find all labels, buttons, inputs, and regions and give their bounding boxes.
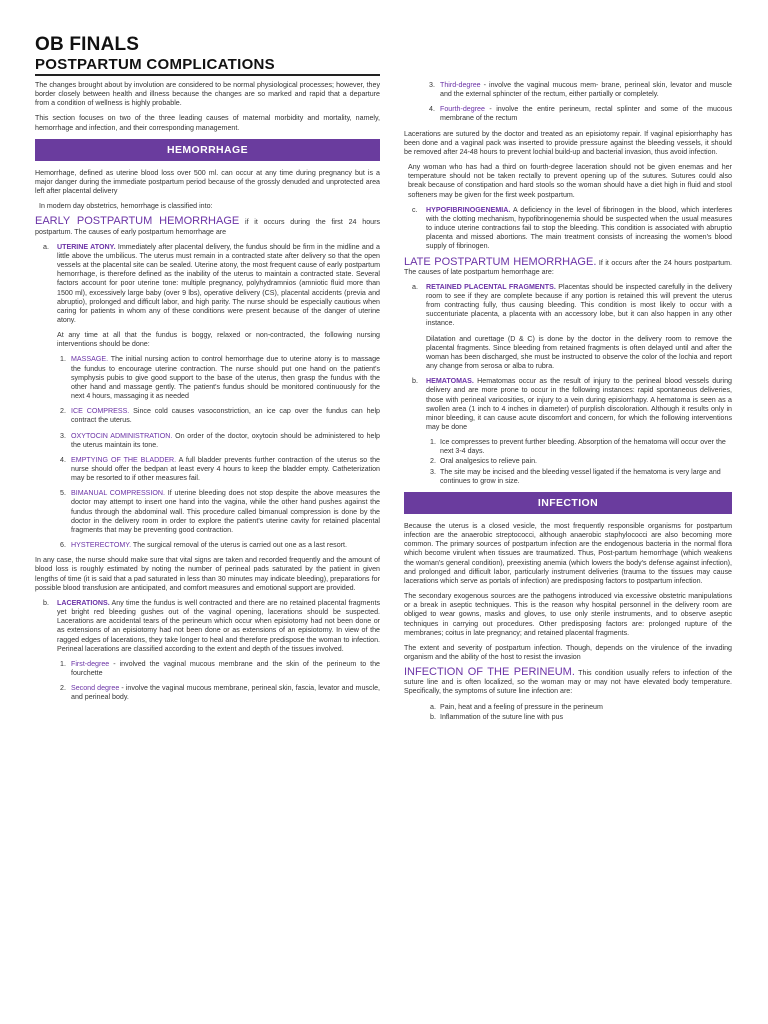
atony-interventions-intro: At any time at all that the fundus is boggy, relaxed or non-contracted, the following nursing interventions should be done: xyxy=(57,331,380,349)
list-marker: 3. xyxy=(429,81,435,89)
intervention-text: If uterine bleeding does not stop despite the above measures the doctor may attempt to insert one hand into the vagina, while the other hand pushes against the fundus through the abdominal wall. This procedure called bimanual compression is done by the doctor in the delivery room in order to explore the patient's uterine cavity for retained placental fragments that may be preventing good contraction. xyxy=(71,489,381,534)
early-pph-heading: EARLY POSTPARTUM HEMORRHAGE xyxy=(35,215,240,228)
list-marker: 4. xyxy=(429,105,435,114)
hematoma-intervention-1 xyxy=(404,438,732,456)
symptom-item xyxy=(404,713,732,722)
list-marker: b. xyxy=(43,598,49,607)
degree-term: Second degree xyxy=(71,684,120,693)
degree-text: - involve the entire perineum, rectal splinter and some of the mucous membrane of the rectum xyxy=(440,105,732,123)
degree-term: Fourth-degree xyxy=(440,105,485,114)
intervention-term: EMPTYING OF THE BLADDER. xyxy=(71,455,177,464)
early-pph-text: if it occurs during the first 24 hours postpartum. The causes of early postpartum hemorrhage are xyxy=(35,218,381,236)
intervention-text: Since cold causes vasoconstriction, an ice cap over the fundus can help contract the uterus. xyxy=(71,407,381,425)
hematomas-item xyxy=(404,377,732,432)
intervention-text: A full bladder prevents further contraction of the uterus so the nurse should offer the bedpan at least every 4 hours to keep the bladder empty. Catheterization may be resorted to if other measures fail. xyxy=(71,455,380,483)
symptom-text: Inflammation of the suture line with pus xyxy=(440,712,564,721)
intervention-hysterectomy xyxy=(35,541,380,550)
hemorrhage-classification: In modern day obstetrics, hemorrhage is classified into: xyxy=(39,202,213,211)
intervention-text: The site may be incised and the bleeding vessel ligated if the hematoma is very large and continues to grow in size. xyxy=(440,467,721,485)
hematomas-term: HEMATOMAS. xyxy=(426,377,474,386)
list-marker: 3. xyxy=(60,431,66,440)
list-marker: c. xyxy=(412,205,418,214)
late-pph-paragraph xyxy=(404,255,732,277)
intervention-text: Ice compresses to prevent further bleeding. Absorption of the hematoma will occur over the next 3-4 days. xyxy=(440,438,726,456)
doc-subtitle: POSTPARTUM COMPLICATIONS xyxy=(35,56,275,73)
intervention-bimanual-compression xyxy=(35,489,380,535)
infection-paragraph-2: The secondary exogenous sources are the pathogens introduced via excessive obstetric manipulations or a break in aseptic techniques. This is the reason why hospital personnel in the delivery room are obliged to wear gowns, masks and gloves, to use only sterile instruments, and to observe aseptic techniques in carrying out procedures. Other predisposing factors are: prolonged rupture of the membranes; coitus in late pregnancy; and retained placental fragments. xyxy=(404,592,732,637)
uterine-atony-text: Immediately after placental delivery, the fundus should be firm in the midline and a little above the umbilicus. The uterus must remain in a contracted state after delivery so that the open vessels at the placental site can be sealed. Uterine atony, the most frequent cause of early postpartum hemorrhage, is therefore defined as the inability of the uterus to maintain a contracted state. Several factors account for poor uterine tone: multiple pregnancy, polyhydramnios (amniotic fluid more than 1500 ml), excessively large baby (over 9 lbs), operative delivery (CS), placental accidents (previa and abruptio), prolonged and difficult labor, and high parity. The nurse should be especially cautious when caring for patients in whom any of these conditions were present because of the danger of uterine atony. xyxy=(57,242,381,324)
list-marker: 1. xyxy=(430,438,436,447)
right-column xyxy=(404,81,732,723)
uterine-atony-term: UTERINE ATONY. xyxy=(57,242,116,251)
degree-text: - involve the vaginal mucous membrane, perineal skin, fascia, levator and muscle, and perineal body. xyxy=(71,684,380,702)
laceration-degree-2 xyxy=(35,684,380,702)
intervention-text: The surgical removal of the uterus is carried out one as a last resort. xyxy=(131,541,347,550)
degree-text: - involved the vaginal mucous membrane and the skin of the perineum to the fourchette xyxy=(71,659,380,677)
intervention-text: On order of the doctor, oxytocin should be administered to help the uterus maintain its tone. xyxy=(71,431,380,449)
laceration-degree-1 xyxy=(35,660,380,678)
perineum-infection-paragraph xyxy=(404,668,732,696)
list-marker: 2. xyxy=(430,457,436,466)
hematoma-intervention-3 xyxy=(404,468,732,486)
intervention-ice-compress xyxy=(35,407,380,425)
hematoma-intervention-2 xyxy=(404,457,732,466)
list-marker: 2. xyxy=(60,407,66,416)
list-marker: 1. xyxy=(60,659,66,668)
intervention-term: HYSTERECTOMY. xyxy=(71,541,132,550)
degree-text: - involve the vaginal mucous mem- brane, perineal skin, levator and muscle and the external sphincter of the rectum, either partially or completely. xyxy=(440,81,732,99)
hemorrhage-definition: Hemorrhage, defined as uterine blood loss over 500 ml. can occur at any time during pregnancy but is a major danger during the immediate postpartum period because of the grossly denuded and unprotected area left after placental delivery xyxy=(35,168,380,196)
lacerations-item xyxy=(35,599,380,654)
laceration-degree-4 xyxy=(404,105,732,123)
intro-paragraph-1: The changes brought about by involution are considered to be normal physiological processes; however, they border closely between health and illness because the changes are so marked and rapid that a departure from a condition of wellness is highly probable. xyxy=(35,81,380,108)
title-rule xyxy=(35,74,380,76)
retained-fragments-term: RETAINED PLACENTAL FRAGMENTS. xyxy=(426,282,556,291)
list-marker: b. xyxy=(412,377,418,386)
hemorrhage-section-bar: HEMORRHAGE xyxy=(35,139,380,161)
lacerations-text: Any time the fundus is well contracted and there are no retained placental fragments yet bright red bleeding gushes out of the vaginal opening, lacerations should be suspected. Lacerations are accidental tears of the perineum which occur when episiotomy had not been done or as extensions of an episiotomy had not been done or as extensions of an episiotomy. In view of the ragged edges of lacerations, they take longer to heal and therefore predispose the woman to infection. Perineal lacerations are classified according to the extent and depth of the tissues involved. xyxy=(57,598,380,653)
list-marker: 6. xyxy=(60,541,66,550)
degree-term: First-degree xyxy=(71,659,110,668)
infection-paragraph-1: Because the uterus is a closed vesicle, the most frequently responsible organisms for postpartum infection are the anaerobic streptococci, although anaerobic staphylococci are also becoming more common. The primary sources of postpartum infection are the endogenous bacteria in the normal flora which become virulent when tissues are traumatized. Thus, Post-partum hemorrhage (which weakens the woman's general condition), preexisting anemia (which lowers the body's defense against infection), and prolonged and difficult labor, particularly instrument deliveries (trauma to the tissues may cause lacerations which serve as portals of infection) are predisposing factors to postpartum infection. xyxy=(404,521,732,585)
dilatation-curettage-paragraph: Dilatation and curettage (D & C) is done by the doctor in the delivery room to remove the placental fragments. Since bleeding from retained fragments is often delayed until and after the woman has been discharged, she must be instructed to observe the color of the lochia and report any change from serosa or alba to rubra. xyxy=(426,334,732,371)
lacerations-term: LACERATIONS. xyxy=(57,598,110,607)
perineum-infection-text: This condition usually refers to infection of the suture line and is often localized, so the woman may or may not have elevated body temperature. Specifically, the symptoms of suture line infection are: xyxy=(404,669,733,696)
symptom-text: Pain, heat and a feeling of pressure in the perineum xyxy=(440,702,603,711)
intervention-term: MASSAGE. xyxy=(71,355,109,364)
doc-title: OB FINALS xyxy=(35,34,140,55)
intervention-text: The initial nursing action to control hemorrhage due to uterine atony is to massage the fundus to encourage uterine contraction. The nurse should put one hand on the patient's symphysis pubis to give good support to the base of the uterus, then grasp the fundus with the other hand and massage gently. The patient's fundus should be monitored continuously for the next 4 hours, massaging it as needed xyxy=(71,355,380,401)
third-fourth-degree-paragraph: Any woman who has had a third on fourth-degree laceration should not be given enemas and her temperature should not be taken rectally to prevent opening up of the sutures. Sutures could also break because of constipation and hard stools so the woman should have a diet high in fluid and stool softeners may be given for the first week postpartum. xyxy=(408,163,732,199)
laceration-suture-paragraph: Lacerations are sutured by the doctor and treated as an episiotomy repair. If vaginal episiorrhaphy has been done and a vaginal pack was inserted to provide pressure against the bleeding vessels, it should be removed after 24-48 hours to prevent lochial build-up and bacterial invasion, thus avoid infection. xyxy=(404,129,732,156)
infection-paragraph-3: The extent and severity of postpartum infection. Though, depends on the virulence of the invading organism and the ability of the host to resist the invasion xyxy=(404,643,732,661)
hypofibrinogenemia-item xyxy=(404,206,732,252)
intervention-oxytocin xyxy=(35,432,380,450)
retained-fragments-item xyxy=(404,283,732,329)
late-pph-heading: LATE POSTPARTUM HEMORRHAGE. xyxy=(404,255,597,268)
intro-paragraph-2: This section focuses on two of the three leading causes of maternal morbidity and mortality, namely, hemorrhage and infection, and their corresponding management. xyxy=(35,114,380,132)
perineum-infection-heading: INFECTION OF THE PERINEUM. xyxy=(404,666,575,679)
infection-section-bar: INFECTION xyxy=(404,492,732,514)
list-marker: 1. xyxy=(60,355,66,364)
intervention-term: OXYTOCIN ADMINISTRATION. xyxy=(71,431,173,440)
list-marker: 3. xyxy=(430,467,436,476)
early-pph-paragraph xyxy=(35,217,380,236)
list-marker: 4. xyxy=(60,455,66,464)
list-marker: 2. xyxy=(60,684,66,693)
intervention-term: BIMANUAL COMPRESSION. xyxy=(71,489,165,498)
hypofibrinogenemia-term: HYPOFIBRINOGENEMIA. xyxy=(426,205,511,214)
list-marker: a. xyxy=(43,242,49,251)
list-marker: 5. xyxy=(60,489,66,498)
list-marker: a. xyxy=(412,282,418,291)
degree-term: Third-degree xyxy=(440,81,481,89)
intervention-text: Oral analgesics to relieve pain. xyxy=(440,457,537,466)
list-marker: b. xyxy=(430,712,436,721)
intervention-emptying-bladder xyxy=(35,456,380,483)
hematomas-text: Hematomas occur as the result of injury to the perineal blood vessels during delivery and are more prone to occur in the following instances: rapid spontaneous deliveries, those with perineal varicosities, or injury to a vein during episiorrhapy. A hematoma is seen as a swollen area (1 inch to 4 inches in diameter) of purplish discoloration. Although it results only in minor bleeding, it can cause acute discomfort and concern, for which the following interventions may be done xyxy=(426,377,732,431)
hypofibrinogenemia-text: A deficiency in the level of fibrinogen in the blood, which interferes with the clotting mechanism, hypofibrinogenemia should be suspected when the usual measures to induce uterine contractions fail to stop the bleeding. This condition is associated with abruptio placenta and missed abortions. The main treatment consists of increasing the women's blood supply of fibrinogen. xyxy=(426,205,732,251)
left-column xyxy=(35,81,380,708)
intervention-massage xyxy=(35,355,380,401)
laceration-degree-3 xyxy=(404,81,732,99)
late-pph-text: If it occurs after the 24 hours postpartum. The causes of late postpartum hemorrhage are: xyxy=(404,258,732,276)
symptom-item xyxy=(404,703,732,712)
uterine-atony-item xyxy=(35,243,380,325)
retained-fragments-text: Placentas should be inspected carefully in the delivery room to see if they are complete because if any portion is retained this will prevent the uterus from contracting fully, thus causing bleeding. This condition is most likely to occur with a succenturiate placenta, a placenta with an accessory lobe, but it can also happen in any other instance. xyxy=(426,282,732,328)
intervention-term: ICE COMPRESS. xyxy=(71,407,130,416)
list-marker: a. xyxy=(430,702,436,711)
vital-signs-paragraph: In any case, the nurse should make sure that vital signs are taken and recorded frequently and the amount of blood loss is roughly estimated by noting the number of perineal pads saturated by the patient in given lengths of time (it is said that a pad saturated in less than 30 minutes may indicate bleeding), preparations for possible blood transfusion are anticipated, and comfort measures and emotional support are provided. xyxy=(35,556,380,592)
